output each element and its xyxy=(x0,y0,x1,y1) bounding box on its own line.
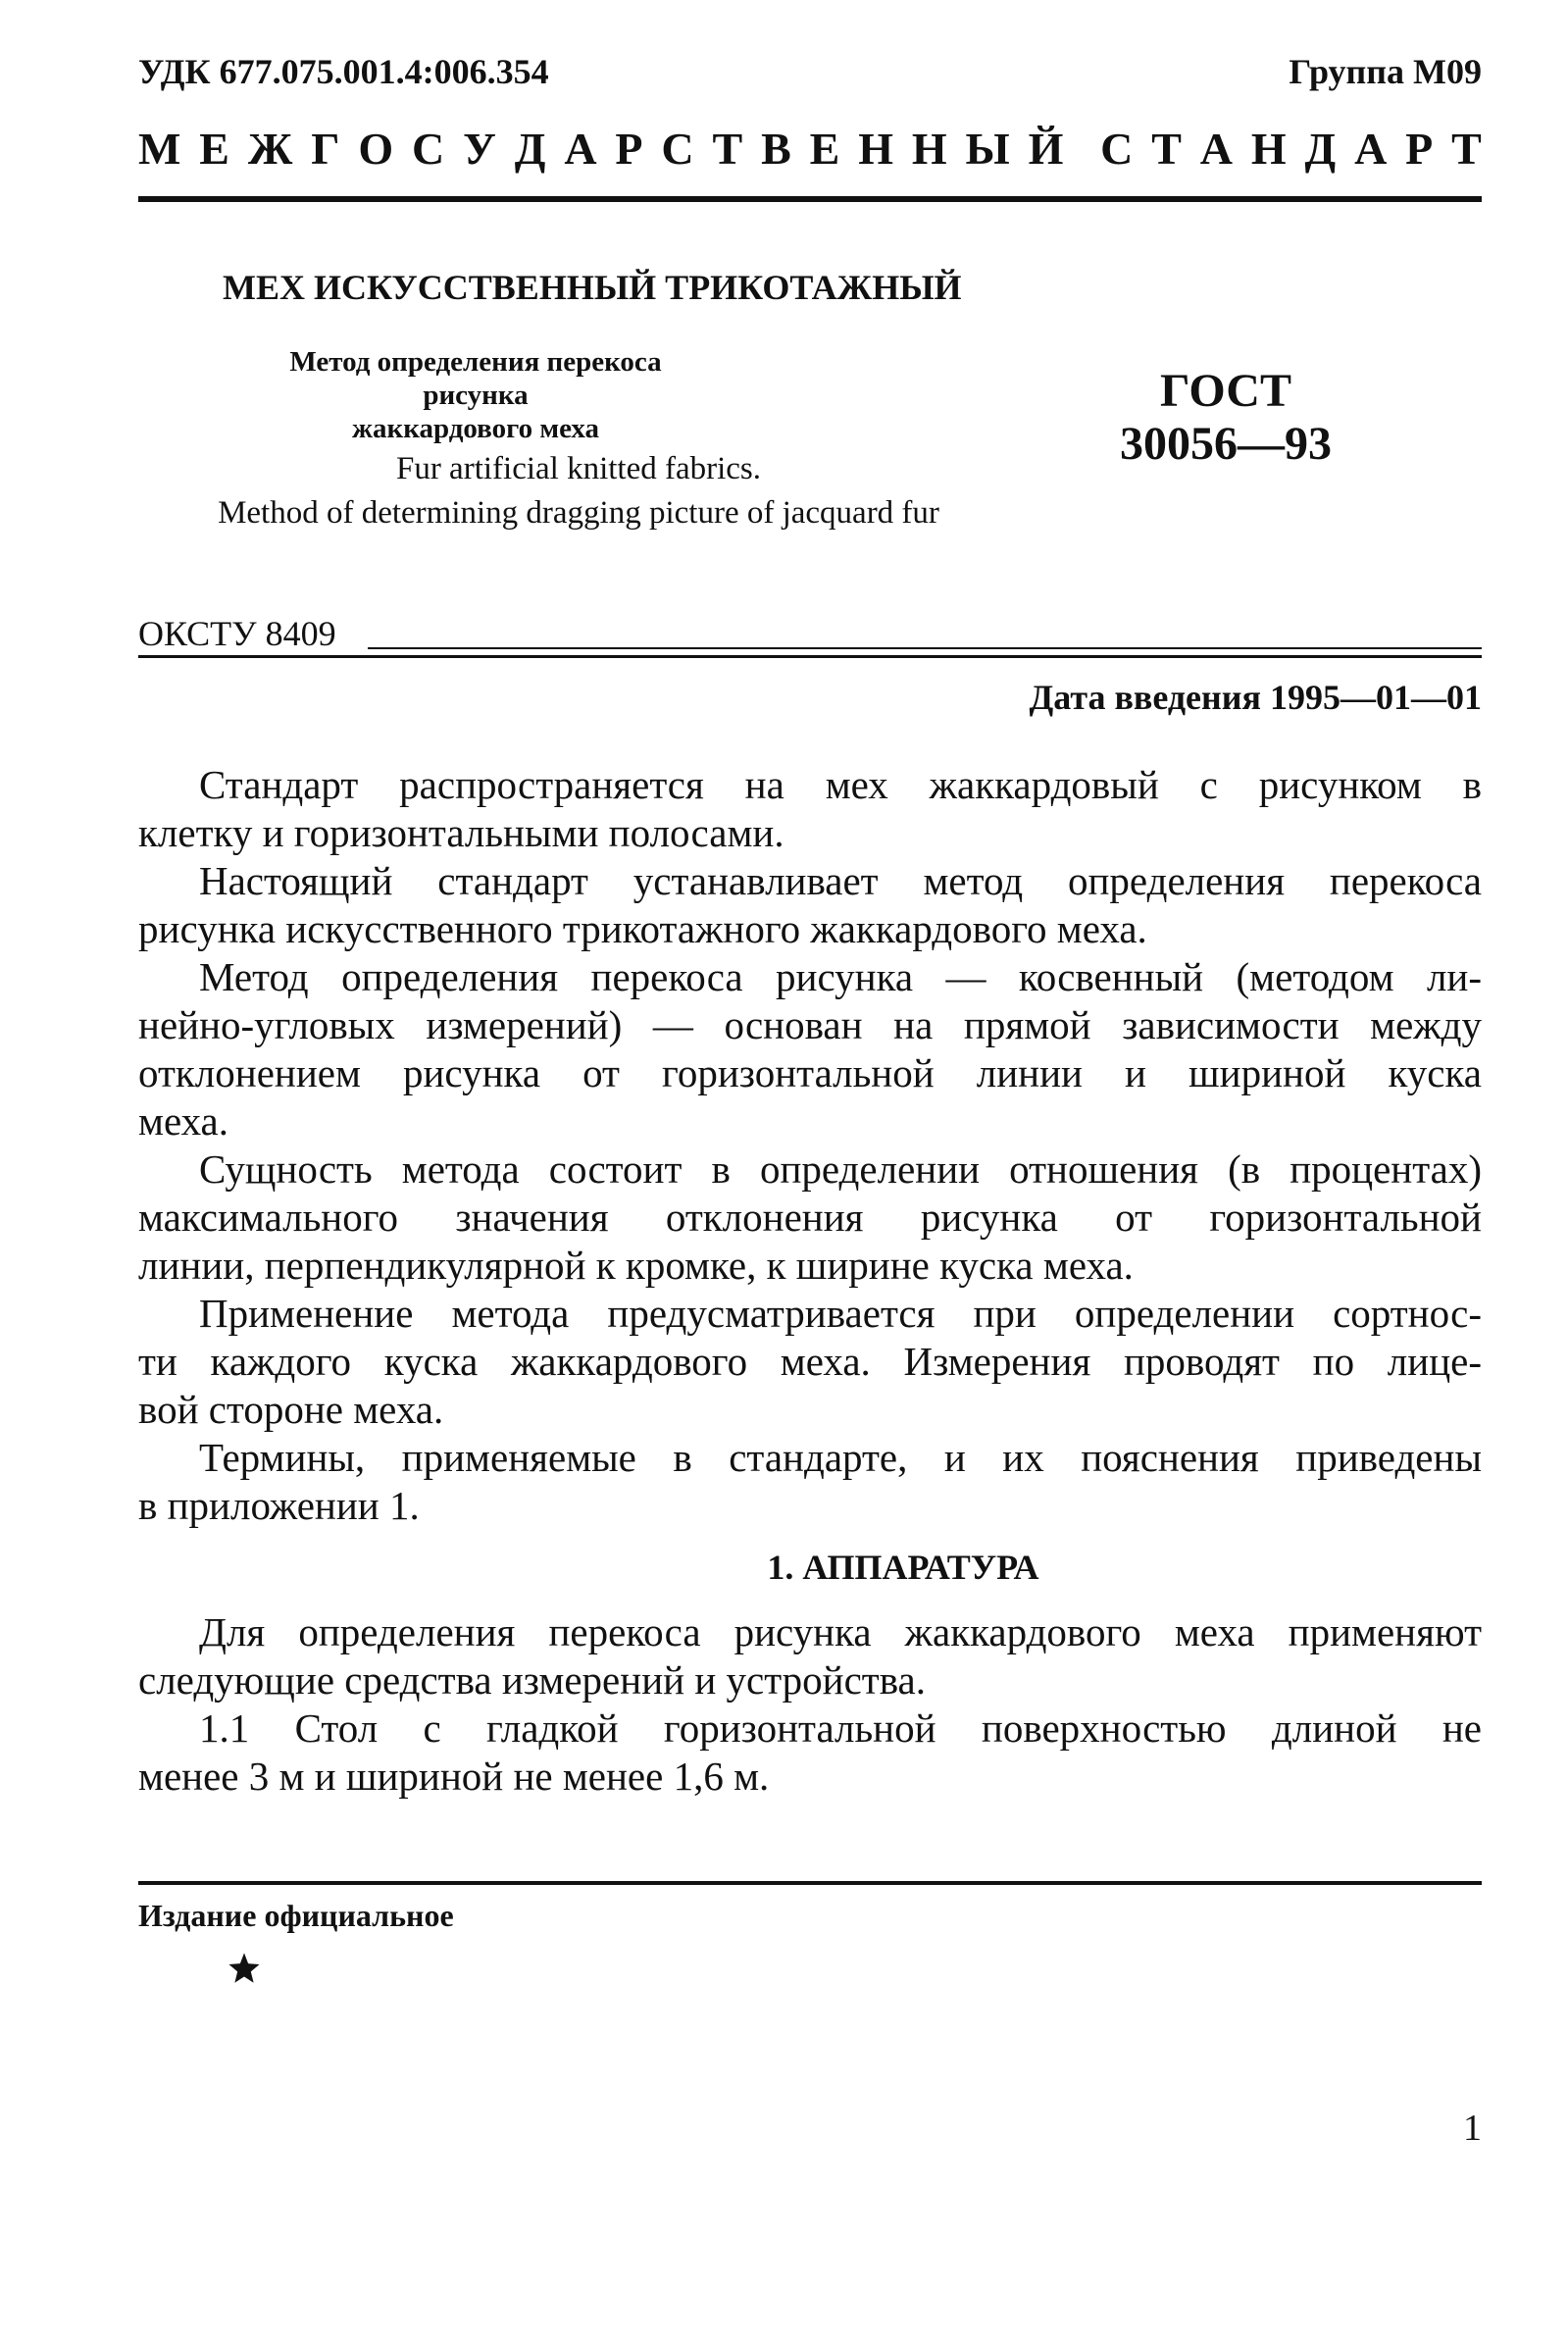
text-line: Стандарт распространяется на мех жаккардовый с рисунком в xyxy=(199,762,1482,807)
text-line: вой стороне меха. xyxy=(138,1387,444,1432)
text-line: клетку и горизонтальными полосами. xyxy=(138,810,784,855)
text-line: максимального значения отклонения рисунка от горизонтальной xyxy=(138,1195,1482,1240)
text-line: следующие средства измерений и устройства. xyxy=(138,1657,926,1703)
heading-letter: А xyxy=(564,124,597,174)
heading-letter: С xyxy=(1100,124,1134,174)
header-rule xyxy=(138,196,1482,202)
paragraph xyxy=(138,1704,1482,1801)
heading-letter: Е xyxy=(199,124,229,174)
body-text xyxy=(138,761,1482,1530)
heading-letter: Н xyxy=(911,124,947,174)
text-line: отклонением рисунка от горизонтальной линии и шириной куска xyxy=(138,1050,1482,1095)
document-title: МЕХ ИСКУССТВЕННЫЙ ТРИКОТАЖНЫЙ xyxy=(223,268,962,307)
heading-letter: В xyxy=(761,124,791,174)
gost-number xyxy=(1098,365,1353,471)
heading-letter: О xyxy=(358,124,394,174)
gost-code: 30056—93 xyxy=(1120,418,1332,470)
english-title-line: Method of determining dragging picture of jacquard fur xyxy=(218,495,939,531)
footer-rule xyxy=(138,1881,1482,1885)
group-code: Группа М09 xyxy=(1289,52,1482,91)
heading-letter: М xyxy=(138,124,181,174)
introduction-date: Дата введения 1995—01—01 xyxy=(1029,678,1482,717)
text-line: нейно-угловых измерений) — основан на прямой зависимости между xyxy=(138,1002,1482,1047)
paragraph xyxy=(138,1290,1482,1434)
heading-letter: Т xyxy=(1451,124,1482,174)
heading-letter: Н xyxy=(858,124,893,174)
star-icon xyxy=(228,1952,261,1985)
subtitle-line: Метод определения перекоса рисунка xyxy=(289,346,662,411)
official-edition-label: Издание официальное xyxy=(138,1898,454,1933)
gost-label: ГОСТ xyxy=(1160,365,1291,417)
heading-letter: Н xyxy=(1250,124,1287,174)
heading-letter: Д xyxy=(1304,124,1337,174)
text-line: Метод определения перекоса рисунка — косвенный (методом ли- xyxy=(199,954,1482,999)
okstu-rule xyxy=(368,647,1482,649)
section-heading: 1. АППАРАТУРА xyxy=(767,1548,1039,1587)
text-line: Сущность метода состоит в определении отношения (в процентах) xyxy=(199,1146,1482,1192)
heading-letter: Ы xyxy=(965,124,1010,174)
text-line: линии, перпендикулярной к кромке, к ширине куска меха. xyxy=(138,1243,1134,1288)
heading-letter: Т xyxy=(712,124,743,174)
text-line: Для определения перекоса рисунка жаккардового меха применяют xyxy=(199,1609,1482,1654)
heading-letter: Т xyxy=(1151,124,1182,174)
heading-letter: Р xyxy=(615,124,643,174)
paragraph xyxy=(138,953,1482,1145)
paragraph xyxy=(138,1608,1482,1704)
method-subtitle xyxy=(245,345,706,445)
text-line: Настоящий стандарт устанавливает метод определения перекоса xyxy=(199,858,1482,903)
text-line: менее 3 м и шириной не менее 1,6 м. xyxy=(138,1754,770,1799)
heading-letter: У xyxy=(463,124,496,174)
page-number: 1 xyxy=(1463,2108,1482,2149)
interstate-standard-heading xyxy=(138,123,1482,175)
text-line: в приложении 1. xyxy=(138,1483,420,1528)
paragraph xyxy=(138,761,1482,857)
heading-letter: Р xyxy=(1405,124,1434,174)
text-line: рисунка искусственного трикотажного жаккардового меха. xyxy=(138,906,1147,951)
heading-letter: Д xyxy=(514,124,546,174)
section-body xyxy=(138,1608,1482,1801)
paragraph xyxy=(138,857,1482,953)
heading-letter: С xyxy=(412,124,445,174)
english-title xyxy=(147,447,1010,535)
heading-letter: Г xyxy=(311,124,340,174)
okstu-rule-lower xyxy=(138,655,1482,658)
udk-code: УДК 677.075.001.4:006.354 xyxy=(138,52,549,91)
heading-letter: Й xyxy=(1028,124,1064,174)
text-line: Применение метода предусматривается при определении сортнос- xyxy=(199,1291,1482,1336)
text-line: 1.1 Стол с гладкой горизонтальной поверхностью длиной не xyxy=(199,1705,1482,1751)
text-line: Термины, применяемые в стандарте, и их пояснения приведены xyxy=(199,1435,1482,1480)
subtitle-line: жаккардового меха xyxy=(351,413,600,444)
heading-letter: Ж xyxy=(247,124,293,174)
paragraph xyxy=(138,1145,1482,1290)
heading-letter: С xyxy=(661,124,694,174)
heading-letter: Е xyxy=(809,124,840,174)
text-line: ти каждого куска жаккардового меха. Измерения проводят по лице- xyxy=(138,1339,1482,1384)
okstu-code: ОКСТУ 8409 xyxy=(138,614,336,653)
paragraph xyxy=(138,1434,1482,1530)
english-title-line: Fur artificial knitted fabrics. xyxy=(395,451,762,486)
heading-letter: А xyxy=(1199,124,1233,174)
text-line: меха. xyxy=(138,1098,229,1144)
heading-letter: А xyxy=(1354,124,1388,174)
